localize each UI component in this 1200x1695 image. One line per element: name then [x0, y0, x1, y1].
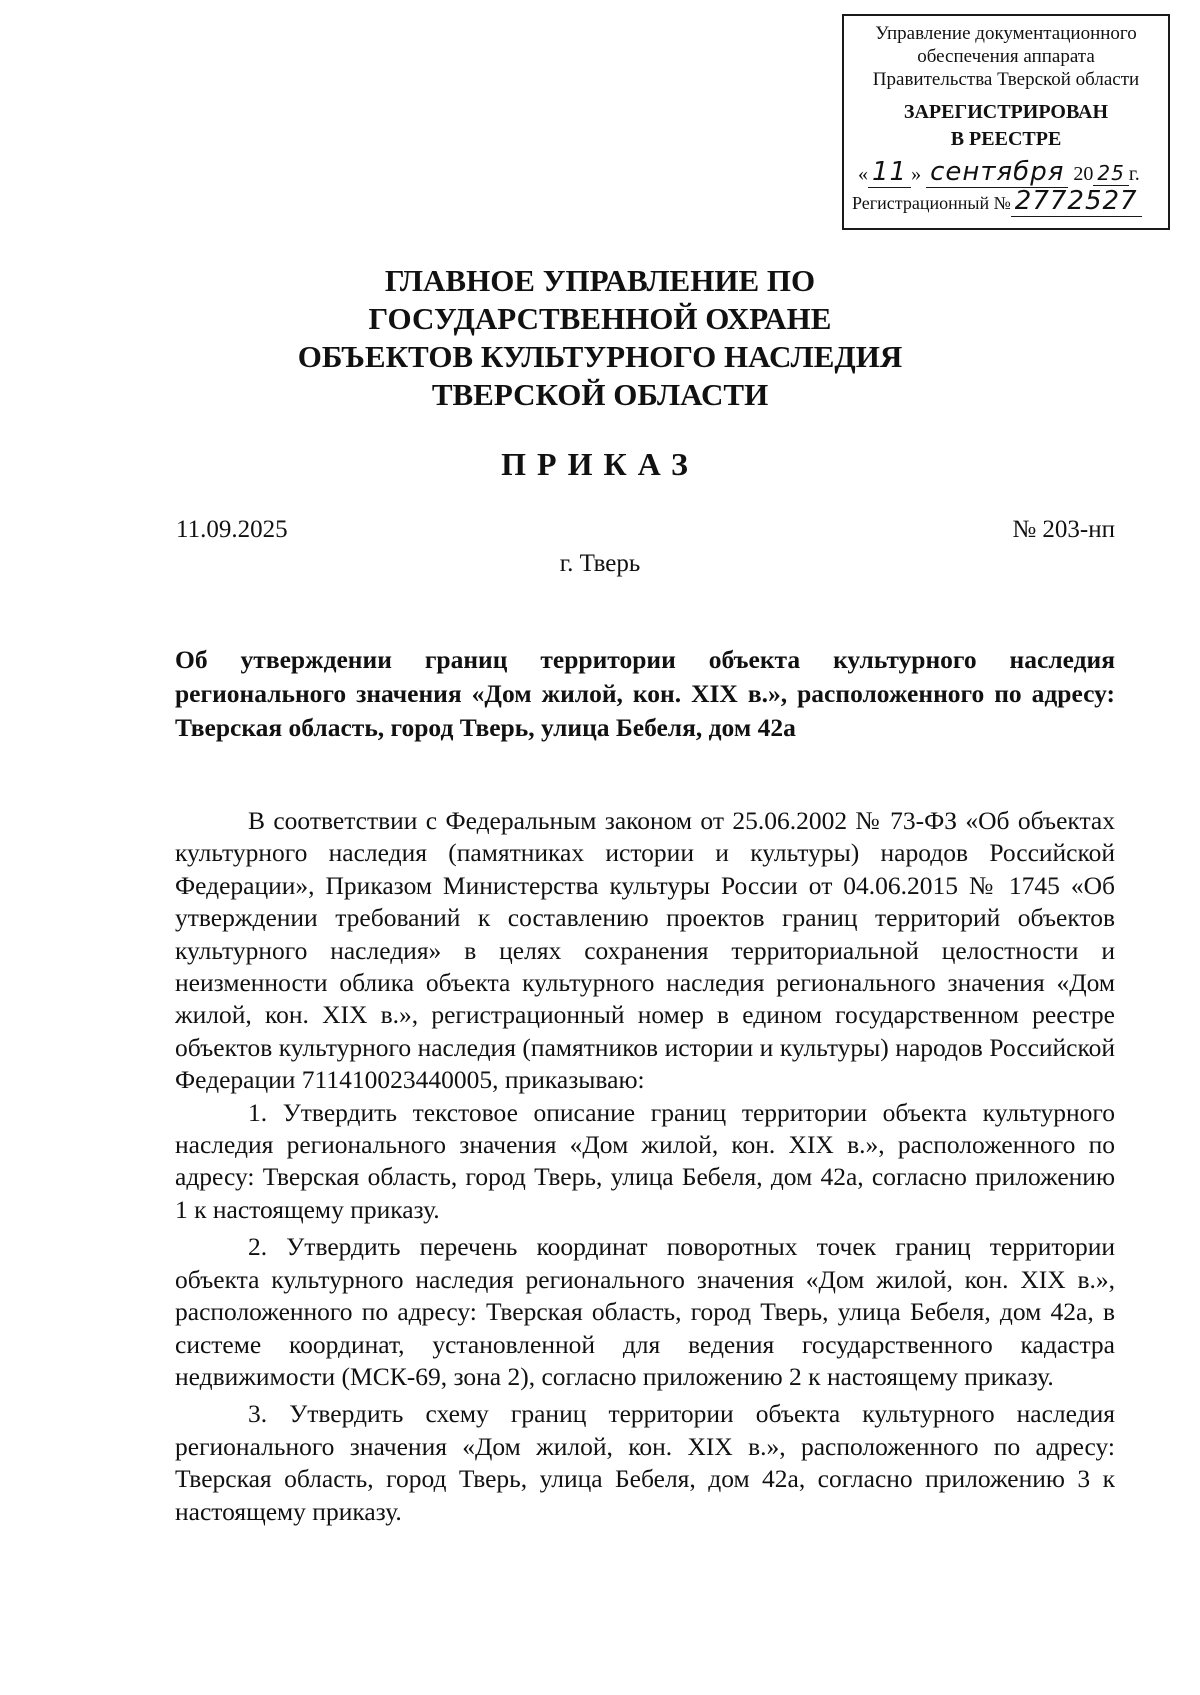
authority-line4: ТВЕРСКОЙ ОБЛАСТИ	[431, 377, 769, 412]
stamp-reg-label: Регистрационный №	[852, 193, 1011, 213]
issuing-authority	[0, 262, 1200, 414]
document-type-title: ПРИКАЗ	[501, 446, 699, 482]
order-item-3: 3. Утвердить схему границ территории объекта культурного наследия регионального значения «Дом жилой, кон. XIX в.», расположенного по адресу: Тверская область, город Тверь, улица Бебеля, дом 42а, согласно приложению 3 к настоящему приказу.	[175, 1399, 1115, 1526]
stamp-status-line2: В РЕЕСТРЕ	[950, 128, 1062, 150]
registration-stamp	[842, 14, 1170, 230]
authority-line1: ГЛАВНОЕ УПРАВЛЕНИЕ ПО	[384, 263, 816, 298]
order-date: 11.09.2025	[176, 516, 288, 543]
stamp-date-year: 25	[1093, 161, 1128, 186]
stamp-date-day: 11	[868, 157, 911, 188]
stamp-date-suffix: г.	[1128, 163, 1140, 185]
stamp-date-open: «	[858, 163, 868, 185]
order-body	[175, 805, 1115, 1528]
order-item-1: 1. Утвердить текстовое описание границ территории объекта культурного наследия регионального значения «Дом жилой, кон. XIX в.», расположенного по адресу: Тверская область, город Тверь, улица Бебеля, дом 42а, согласно приложению 1 к настоящему приказу.	[175, 1097, 1115, 1224]
stamp-status	[852, 99, 1160, 153]
stamp-department-line2: обеспечения аппарата	[917, 46, 1095, 67]
preamble-paragraph: В соответствии с Федеральным законом от 25.06.2002 № 73-ФЗ «Об объектах культурного наследия (памятниках истории и культуры) народов Российской Федерации», Приказом Министерства культуры России от 04.06.2015 № 1745 «Об утверждении требований к составлению проектов границ территорий объектов культурного наследия» в целях сохранения территориальной целостности и неизменности облика объекта культурного наследия регионального значения «Дом жилой, кон. XIX в.», регистрационный номер в едином государственном реестре объектов культурного наследия (памятников истории и культуры) народов Российской Федерации 711410023440005, приказываю:	[175, 806, 1115, 1095]
order-city: г. Тверь	[559, 550, 641, 577]
order-subject: Об утверждении границ территории объекта культурного наследия регионального значения «Дом жилой, кон. XIX в.», расположенного по адресу: Тверская область, город Тверь, улица Бебеля, дом 42а	[175, 645, 1115, 742]
stamp-department-line1: Управление документационного	[875, 23, 1137, 44]
stamp-date-month: сентября	[926, 157, 1068, 188]
stamp-date-mid: »	[911, 163, 922, 185]
order-number: № 203-нп	[1012, 516, 1115, 543]
authority-line2: ГОСУДАРСТВЕННОЙ ОХРАНЕ	[368, 301, 832, 336]
stamp-date-year-prefix: 20	[1073, 163, 1094, 185]
authority-line3: ОБЪЕКТОВ КУЛЬТУРНОГО НАСЛЕДИЯ	[297, 339, 903, 374]
stamp-department-line3: Правительства Тверской области	[872, 69, 1140, 90]
order-item-2: 2. Утвердить перечень координат поворотных точек границ территории объекта культурного наследия регионального значения «Дом жилой, кон. XIX в.», расположенного по адресу: Тверская область, город Тверь, улица Бебеля, дом 42а, в системе координат, установленной для ведения государственного кадастра недвижимости (МСК-69, зона 2), согласно приложению 2 к настоящему приказу.	[175, 1232, 1115, 1391]
stamp-date	[852, 157, 1160, 187]
stamp-registration-number	[852, 186, 1160, 216]
stamp-reg-number: 2772527	[1011, 186, 1142, 217]
stamp-status-line1: ЗАРЕГИСТРИРОВАН	[903, 101, 1109, 123]
